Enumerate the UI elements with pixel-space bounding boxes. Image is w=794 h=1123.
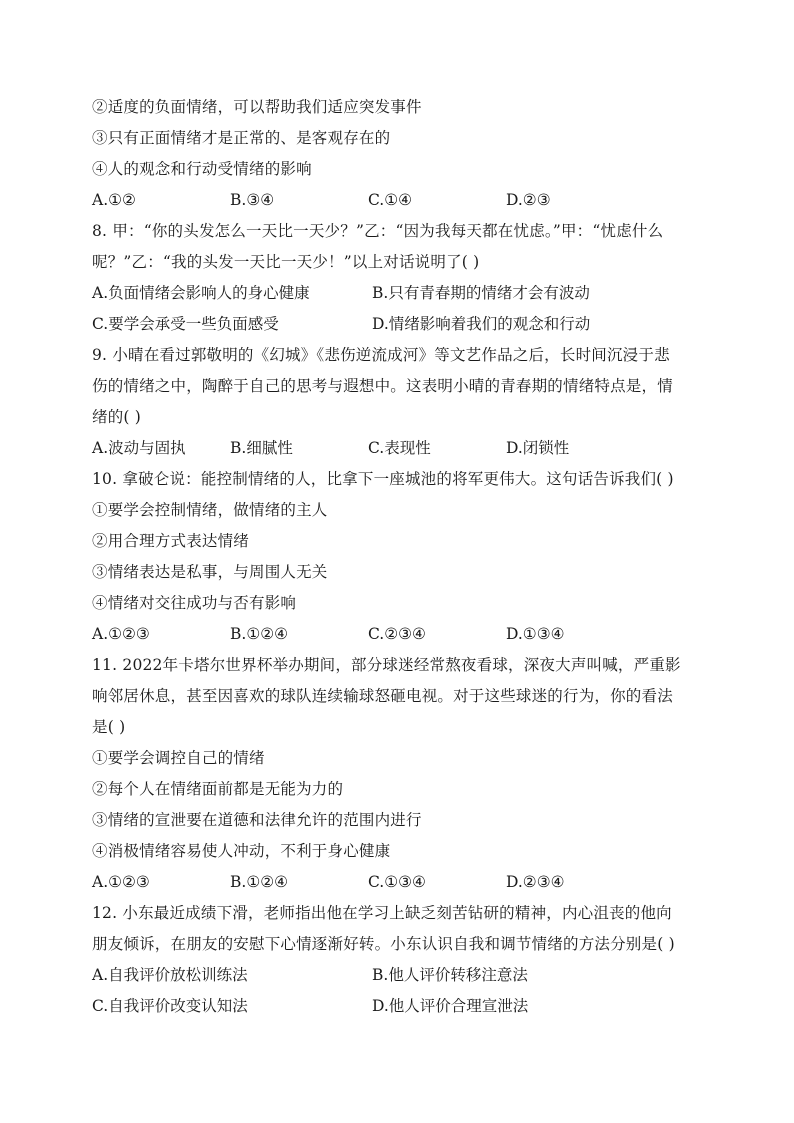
q10-options (92, 619, 702, 650)
q11-option-c: C.①③④ (368, 873, 426, 891)
question-11 (92, 650, 702, 898)
q7-option-d: D.②③ (506, 191, 551, 209)
q11-option-b: B.①②④ (230, 873, 289, 891)
q11-item-3: ③情绪的宣泄要在道德和法律允许的范围内进行 (92, 811, 422, 829)
q10-option-c: C.②③④ (368, 625, 426, 643)
q10-option-b: B.①②④ (230, 625, 289, 643)
q12-option-b: B.他人评价转移注意法 (372, 966, 528, 984)
q7-item-4: ④人的观念和行动受情绪的影响 (92, 160, 312, 178)
q8-option-d: D.情绪影响着我们的观念和行动 (372, 315, 591, 333)
question-10 (92, 464, 702, 650)
q7-option-c: C.①④ (368, 191, 413, 209)
q10-item-2: ②用合理方式表达情绪 (92, 532, 250, 550)
q8-option-a: A.负面情绪会影响人的身心健康 (92, 284, 310, 302)
q12-options-row-1 (92, 960, 702, 991)
q8-stem-line-1: 8. 甲：“你的头发怎么一天比一天少？”乙：“因为我每天都在忧虑。”甲：“忧虑什么 (92, 222, 664, 240)
q9-stem-line-2: 伤的情绪之中，陶醉于自己的思考与遐想中。这表明小晴的青春期的情绪特点是，情 (92, 377, 673, 395)
q10-item-4: ④情绪对交往成功与否有影响 (92, 594, 297, 612)
q7-item-2: ②适度的负面情绪，可以帮助我们适应突发事件 (92, 98, 422, 116)
q8-options-row-2 (92, 309, 702, 340)
q11-option-a: A.①②③ (92, 873, 150, 891)
q7-item-3: ③只有正面情绪才是正常的、是客观存在的 (92, 129, 391, 147)
q9-option-b: B.细腻性 (230, 439, 293, 457)
q12-stem-line-1: 12. 小东最近成绩下滑，老师指出他在学习上缺乏刻苦钻研的精神，内心沮丧的他向 (92, 904, 672, 922)
q7-option-b: B.③④ (230, 191, 275, 209)
q11-item-4: ④消极情绪容易使人冲动，不利于身心健康 (92, 842, 391, 860)
q12-option-d: D.他人评价合理宣泄法 (372, 997, 529, 1015)
q9-stem-line-3: 绪的( ) (92, 408, 142, 426)
q8-stem-line-2: 呢？”乙：“我的头发一天比一天少！”以上对话说明了( ) (92, 253, 480, 271)
q10-option-d: D.①③④ (506, 625, 565, 643)
q10-stem-line-1: 10. 拿破仑说：能控制情绪的人，比拿下一座城池的将军更伟大。这句话告诉我们( ) (92, 470, 674, 488)
q11-stem-line-2: 响邻居休息，甚至因喜欢的球队连续输球怒砸电视。对于这些球迷的行为，你的看法 (92, 687, 673, 705)
q8-option-c: C.要学会承受一些负面感受 (92, 315, 279, 333)
q12-option-c: C.自我评价改变认知法 (92, 997, 248, 1015)
q12-options-row-2 (92, 991, 702, 1022)
q11-stem-line-1: 11. 2022年卡塔尔世界杯举办期间，部分球迷经常熬夜看球，深夜大声叫喊，严重影 (92, 656, 681, 674)
q8-option-b: B.只有青春期的情绪才会有波动 (372, 284, 590, 302)
q9-option-c: C.表现性 (368, 439, 431, 457)
q9-options (92, 433, 702, 464)
q10-option-a: A.①②③ (92, 625, 150, 643)
q11-option-d: D.②③④ (506, 873, 565, 891)
q12-option-a: A.自我评价放松训练法 (92, 966, 248, 984)
question-12 (92, 898, 702, 1022)
q7-options (92, 185, 702, 216)
q11-options (92, 867, 702, 898)
question-7 (92, 92, 702, 216)
q9-option-a: A.波动与固执 (92, 439, 186, 457)
exam-page (92, 92, 702, 1022)
q10-item-3: ③情绪表达是私事，与周围人无关 (92, 563, 328, 581)
question-8 (92, 216, 702, 340)
q9-stem-line-1: 9. 小晴在看过郭敬明的《幻城》《悲伤逆流成河》等文艺作品之后，长时间沉浸于悲 (92, 346, 670, 364)
question-9 (92, 340, 702, 464)
q9-option-d: D.闭锁性 (506, 439, 570, 457)
q7-option-a: A.①② (92, 191, 136, 209)
q8-options-row-1 (92, 278, 702, 309)
q12-stem-line-2: 朋友倾诉，在朋友的安慰下心情逐渐好转。小东认识自我和调节情绪的方法分别是( ) (92, 935, 675, 953)
q10-item-1: ①要学会控制情绪，做情绪的主人 (92, 501, 328, 519)
q11-stem-line-3: 是( ) (92, 718, 126, 736)
q11-item-2: ②每个人在情绪面前都是无能为力的 (92, 780, 344, 798)
q11-item-1: ①要学会调控自己的情绪 (92, 749, 265, 767)
